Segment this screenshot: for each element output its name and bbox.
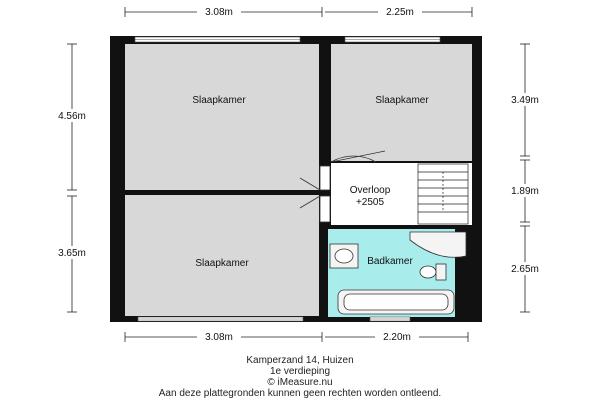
caption-copyright: © iMeasure.nu — [267, 377, 333, 388]
staircase — [418, 164, 468, 224]
dimension-bottom-right: 2.20m — [383, 332, 411, 343]
dimension-right-upper: 3.49m — [511, 95, 539, 106]
dimension-left-upper: 4.56m — [58, 111, 86, 122]
dimension-left-lower: 3.65m — [58, 248, 86, 259]
room-label-bedroom-bottom-left: Slaapkamer — [195, 258, 249, 269]
dimension-top-right: 2.25m — [386, 7, 414, 18]
room-label-bathroom: Badkamer — [367, 256, 413, 267]
dimension-bottom-left: 3.08m — [205, 332, 233, 343]
caption-disclaimer: Aan deze plattegronden kunnen geen rechten worden ontleend. — [158, 388, 442, 399]
room-label-bedroom-top-right: Slaapkamer — [375, 95, 429, 106]
room-label-bedroom-top-left: Slaapkamer — [192, 95, 246, 106]
dimension-top-left: 3.08m — [205, 7, 233, 18]
bedroom-bottom-left-area — [125, 195, 319, 316]
room-label-landing: Overloop — [349, 185, 391, 196]
dimension-right-lower: 2.65m — [511, 264, 539, 275]
caption-address: Kamperzand 14, Huizen — [246, 355, 354, 366]
bedroom-top-left-area — [125, 44, 319, 190]
landing-height-label: +2505 — [355, 197, 385, 208]
dimension-right-middle: 1.89m — [511, 186, 539, 197]
caption-floor: 1e verdieping — [269, 366, 331, 377]
